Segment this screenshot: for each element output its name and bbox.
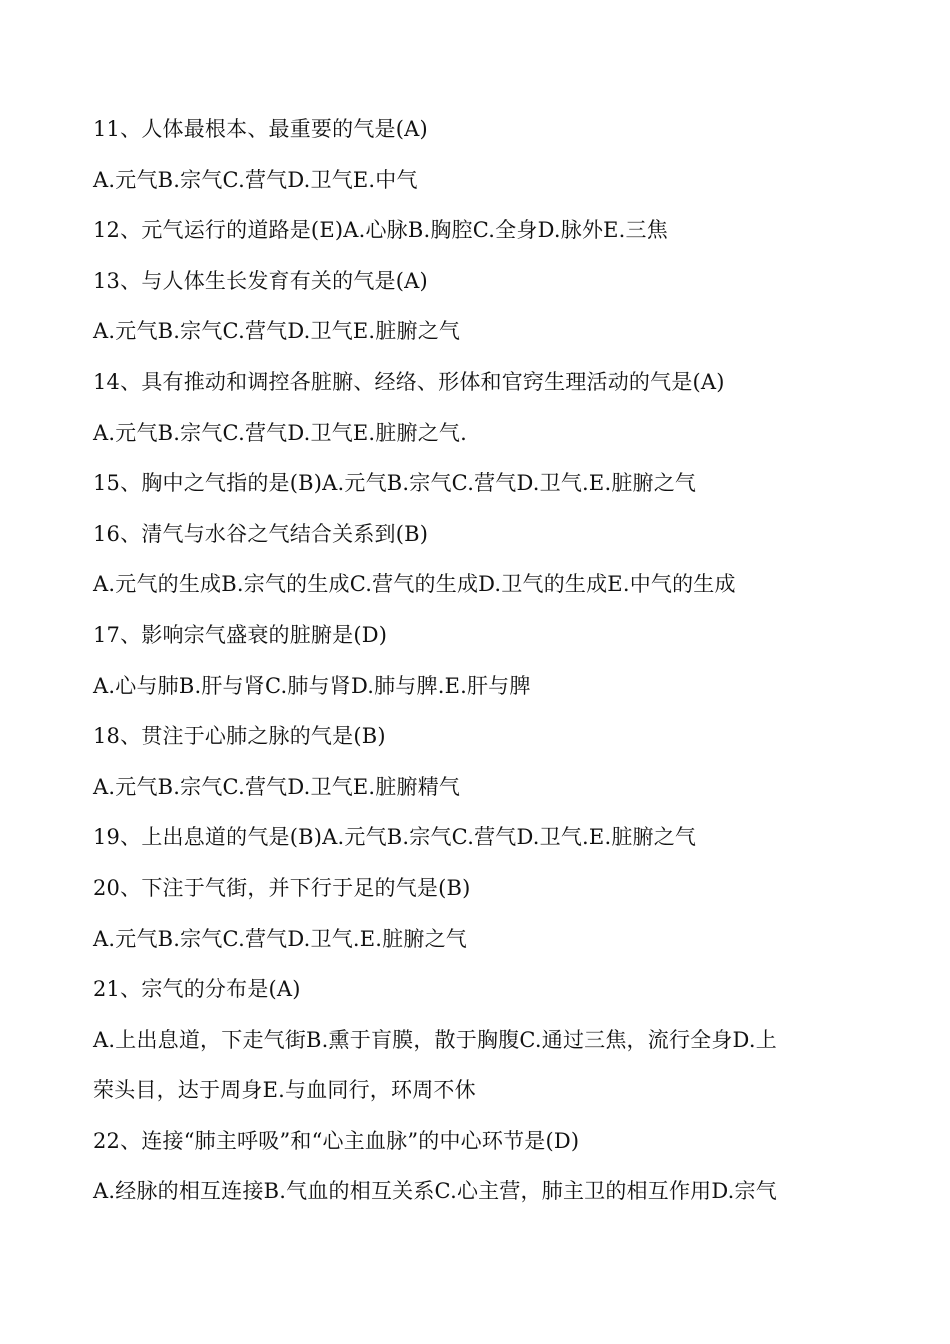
question-22-stem: 22、连接“肺主呼吸”和“心主血脉”的中心环节是(D) <box>93 1128 580 1153</box>
question-14-options: A.元气B.宗气C.营气D.卫气E.脏腑之气. <box>93 420 467 445</box>
question-list <box>93 104 833 1217</box>
question-11-stem: 11、人体最根本、最重要的气是(A) <box>93 117 428 141</box>
question-21-options-continued: 荣头目，达于周身E.与血同行，环周不休 <box>93 1078 476 1103</box>
question-20-options: A.元气B.宗气C.营气D.卫气.E.脏腑之气 <box>93 926 467 951</box>
question-13-options: A.元气B.宗气C.营气D.卫气E.脏腑之气 <box>93 319 461 344</box>
question-17-options: A.心与肺B.肝与肾C.肺与肾D.肺与脾.E.肝与脾 <box>93 673 531 698</box>
question-11-options: A.元气B.宗气C.营气D.卫气E.中气 <box>93 167 418 192</box>
question-18-options: A.元气B.宗气C.营气D.卫气E.脏腑精气 <box>93 774 461 799</box>
question-14-stem: 14、具有推动和调控各脏腑、经络、形体和官窍生理活动的气是(A) <box>93 369 725 394</box>
question-12: 12、元气运行的道路是(E)A.心脉B.胸腔C.全身D.脉外E.三焦 <box>93 218 668 243</box>
question-21-options: A.上出息道，下走气街B.熏于肓膜，散于胸腹C.通过三焦，流行全身D.上 <box>93 1027 777 1052</box>
question-16-options: A.元气的生成B.宗气的生成C.营气的生成D.卫气的生成E.中气的生成 <box>93 572 736 597</box>
question-13-stem: 13、与人体生长发育有关的气是(A) <box>93 268 428 293</box>
question-16-stem: 16、清气与水谷之气结合关系到(B) <box>93 521 429 546</box>
question-21-stem: 21、宗气的分布是(A) <box>93 977 301 1002</box>
question-18-stem: 18、贯注于心肺之脉的气是(B) <box>93 724 386 749</box>
question-20-stem: 20、下注于气街，并下行于足的气是(B) <box>93 875 471 900</box>
question-22-options: A.经脉的相互连接B.气血的相互关系C.心主营，肺主卫的相互作用D.宗气 <box>93 1179 777 1204</box>
question-15: 15、胸中之气指的是(B)A.元气B.宗气C.营气D.卫气.E.脏腑之气 <box>93 471 697 496</box>
question-19: 19、上出息道的气是(B)A.元气B.宗气C.营气D.卫气.E.脏腑之气 <box>93 825 697 850</box>
question-17-stem: 17、影响宗气盛衰的脏腑是(D) <box>93 622 388 647</box>
